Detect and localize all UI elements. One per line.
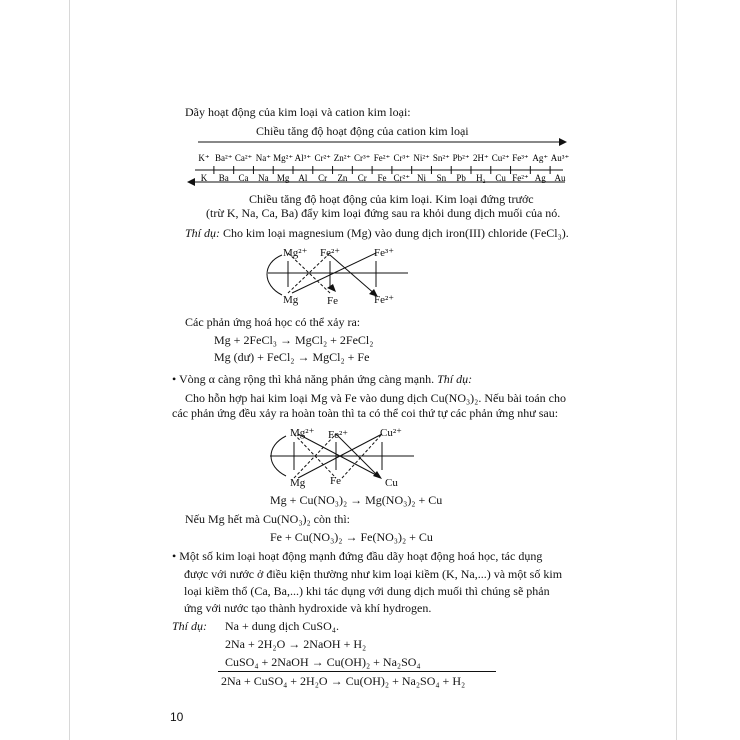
diagram2-cu: Cu (385, 477, 398, 489)
example2-eq-sum: 2Na + CuSO₄ + 2H₂O → Cu(OH)₂ + Na₂SO₄ + H₂ (221, 674, 466, 688)
series-cation-label: Al³⁺ (294, 153, 312, 163)
bullet2-line2: được với nước ở điều kiện thường như kim loại kiềm (K, Na,...) và một số kim (184, 567, 563, 581)
series-cation-label: Mg²⁺ (273, 153, 294, 163)
bullet-icon: • (172, 549, 177, 563)
bullet1-line (172, 372, 472, 386)
series-metal-label: Pb (456, 173, 466, 183)
reactions-intro: Các phản ứng hoá học có thể xảy ra: (185, 315, 361, 329)
series-metal-label: Ba (218, 173, 229, 183)
example2-eq1: 2Na + 2H₂O → 2NaOH + H₂ (225, 637, 367, 651)
displacement-rule: (trừ K, Na, Ca, Ba) đẩy kim loại đứng sau ra khỏi dung dịch muối của nó. (206, 206, 561, 220)
example1-line (185, 226, 569, 240)
series-cation-label: Cr³⁺ (393, 153, 411, 163)
series-cation-label: Fe²⁺ (373, 153, 391, 163)
series-metal-label: Al (298, 173, 308, 183)
diagram1-mg: Mg (283, 294, 299, 306)
reaction-1b: Mg (dư) + FeCl₂ → MgCl₂ + Fe (214, 350, 370, 364)
series-cation-label: Ag⁺ (532, 153, 549, 163)
series-cation-label: Pb²⁺ (452, 153, 470, 163)
series-metal-label: Fe (377, 173, 387, 183)
diagram1-mg-ion: Mg²⁺ (283, 247, 308, 259)
bullet1-para-1: Cho hỗn hợp hai kim loại Mg và Fe vào dung dịch Cu(NO₃)₂. Nếu bài toán cho (185, 391, 566, 405)
series-cation-label: Fe³⁺ (512, 153, 529, 163)
diagram1-fe3-ion: Fe³⁺ (374, 247, 395, 259)
sum-divider (218, 671, 496, 672)
example1-label: Thí dụ: (185, 226, 221, 240)
series-metal-label: K (200, 173, 208, 183)
series-cation-label: Ca²⁺ (234, 153, 253, 163)
series-metal-label: Fe²⁺ (512, 173, 529, 183)
page-number: 10 (170, 710, 184, 724)
bullet2-line4: ứng với nước tạo thành hydroxide và khí hydrogen. (184, 601, 432, 615)
series-metal-label: Sn (436, 173, 447, 183)
series-cation-label: 2H⁺ (473, 153, 489, 163)
bullet1-example-label: Thí dụ: (437, 372, 473, 386)
series-cation-label: Zn²⁺ (333, 153, 352, 163)
diagram2-mg: Mg (290, 477, 306, 489)
series-metal-label: Ag (534, 173, 546, 183)
diagram2-cu-ion: Cu²⁺ (380, 427, 402, 439)
metal-activity-label: Chiều tăng độ hoạt động của kim loại. Kim loại đứng trước (249, 192, 534, 206)
series-metal-label: Cr²⁺ (393, 173, 411, 183)
example2-intro: Na + dung dịch CuSO₄. (225, 619, 339, 633)
series-cation-label: Sn²⁺ (432, 153, 450, 163)
series-metal-label: Cr (318, 173, 328, 183)
series-metal-label: Na (258, 173, 269, 183)
bullet1-text: Vòng α càng rộng thì khả năng phản ứng càng mạnh. (179, 372, 435, 386)
series-cation-label: Cr³⁺ (353, 153, 371, 163)
bullet2-line3: loại kiềm thổ (Ca, Ba,...) khi tác dụng với dung dịch muối thì chúng sẽ phản (184, 584, 550, 598)
series-metal-label: Cu (495, 173, 506, 183)
bullet1-para-2: các phản ứng đều xảy ra hoàn toàn thì ta có thể coi thứ tự các phản ứng như sau: (172, 406, 559, 420)
reaction-1a: Mg + 2FeCl₃ → MgCl₂ + 2FeCl₂ (214, 333, 374, 347)
activity-series-diagram (0, 135, 740, 195)
series-metal-label: Au (554, 173, 566, 183)
series-metal-label: Cr (357, 173, 367, 183)
diagram1-fe2-ion: Fe²⁺ (320, 247, 341, 259)
diagram1-fe2: Fe²⁺ (374, 294, 395, 306)
reaction-2a: Mg + Cu(NO₃)₂ → Mg(NO₃)₂ + Cu (270, 493, 443, 507)
series-cation-label: Ni²⁺ (413, 153, 430, 163)
bullet2-line1 (172, 549, 542, 563)
series-metal-label: Zn (337, 173, 348, 183)
diagram2-fe: Fe (330, 475, 341, 487)
reaction-2b: Fe + Cu(NO₃)₂ → Fe(NO₃)₂ + Cu (270, 530, 433, 544)
example2-eq2: CuSO₄ + 2NaOH → Cu(OH)₂ + Na₂SO₄ (225, 655, 421, 669)
series-cation-label: Au³⁺ (550, 153, 570, 163)
series-metal-label: Mg (276, 173, 290, 183)
series-cation-label: K⁺ (198, 153, 210, 163)
series-metal-label: Ca (238, 173, 249, 183)
section-heading: Dãy hoạt động của kim loại và cation kim loại: (185, 105, 411, 119)
condition-text: Nếu Mg hết mà Cu(NO₃)₂ còn thì: (185, 512, 351, 526)
series-cation-label: Cr²⁺ (314, 153, 331, 163)
example2-label: Thí dụ: (172, 619, 208, 633)
series-cation-label: Cu²⁺ (491, 153, 510, 163)
series-metal-label: H₂ (476, 173, 486, 183)
series-cation-label: Na⁺ (255, 153, 271, 163)
example1-text: Cho kim loại magnesium (Mg) vào dung dịch iron(III) chloride (FeCl₃). (223, 226, 569, 240)
cation-activity-label: Chiều tăng độ hoạt động của cation kim loại (256, 124, 469, 138)
series-metal-label: Ni (417, 173, 427, 183)
diagram2-mg-ion: Mg²⁺ (290, 427, 315, 439)
series-cation-label: Ba²⁺ (215, 153, 233, 163)
diagram1-fe: Fe (327, 295, 338, 307)
bullet-icon: • (172, 372, 177, 386)
bullet2-text-1: Một số kim loại hoạt động mạnh đứng đầu dãy hoạt động hoá học, tác dụng (179, 549, 543, 563)
diagram2-fe-ion: Fe²⁺ (328, 429, 349, 441)
